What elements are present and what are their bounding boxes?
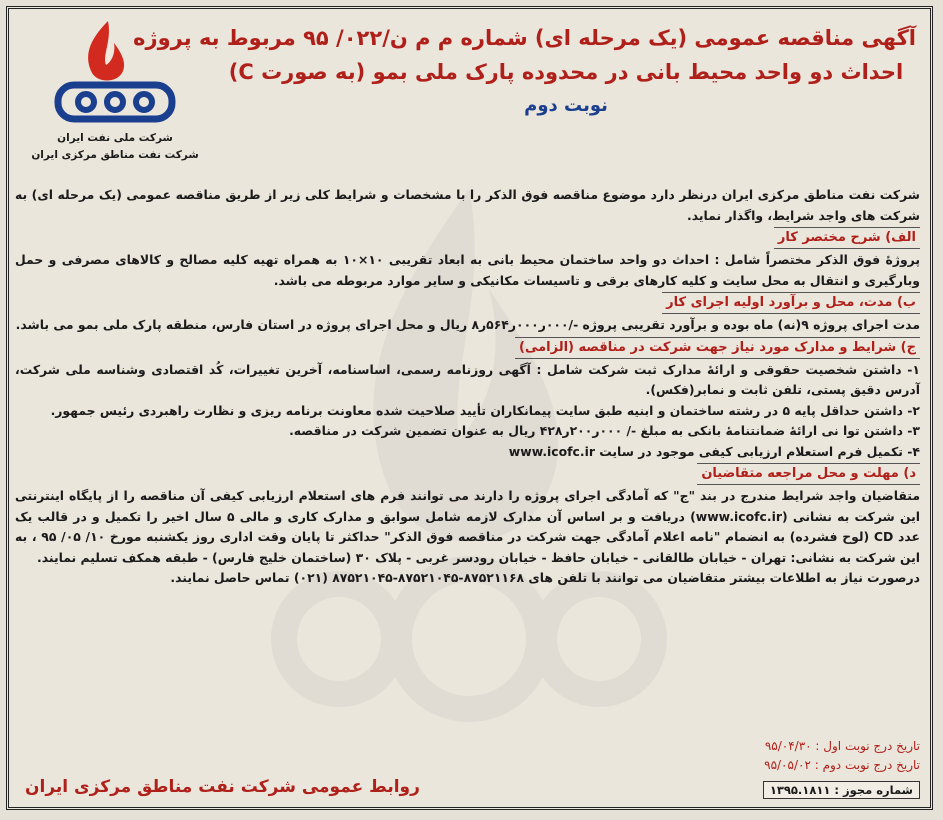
header	[6, 9, 930, 187]
section-c-item-1: ۱- داشتن شخصیت حقوقی و ارائهٔ مدارک ثبت شرکت شامل : آگهی روزنامه رسمی، اساسنامه، آخرین تغییرات، کُد اقتصادی وشناسه ملی شرکت، آدرس دقیق پستی، تلفن ثابت و نمابر(فکس).	[15, 361, 920, 397]
section-c-item-3: ۳- داشتن توا نی ارائهٔ ضمانتنامهٔ بانکی به مبلغ -/ ۰۰۰ر۲۰۰ر۴۲۸ ریال به عنوان تضمین شرکت در مناقصه.	[289, 423, 920, 438]
intro-paragraph: شرکت نفت مناطق مرکزی ایران درنظر دارد موضوع مناقصه فوق الذکر را با مشخصات و شرایط کلی زیر از طریق مناقصه عمومی (یک مرحله ای) به شرکت های واجد شرایط، واگذار نماید.	[15, 187, 920, 223]
title-block	[133, 21, 916, 116]
notice-title-line-2: احداث دو واحد محیط بانی در محدوده پارک ملی بمو (به صورت C)	[228, 60, 904, 84]
publication-dates	[764, 737, 920, 775]
public-relations-signature: روابط عمومی شرکت نفت مناطق مرکزی ایران	[25, 777, 420, 797]
first-publication-date: تاریخ درج نوبت اول : ۹۵/۰۴/۳۰	[764, 739, 920, 753]
logo-caption-company: شرکت ملی نفت ایران	[57, 132, 173, 144]
second-publication-date: تاریخ درج نوبت دوم : ۹۵/۰۵/۰۲	[764, 758, 920, 772]
notice-title-line-1: آگهی مناقصه عمومی (یک مرحله ای) شماره م م ن/۰۲۲/ ۹۵ مربوط به پروژه	[133, 26, 916, 50]
logo-caption-region: شرکت نفت مناطق مرکزی ایران	[31, 149, 199, 161]
section-c-item-2: ۲- داشتن حداقل پایه ۵ در رشته ساختمان و ابنیه طبق سایت پیمانکاران تأیید صلاحیت شده معاونت برنامه ریزی و نظارت راهبردی رئیس جمهور.	[50, 402, 920, 418]
notice-body	[15, 185, 920, 589]
section-b-heading: ب) مدت، محل و برآورد اولیه اجرای کار	[662, 292, 920, 314]
footer	[19, 739, 920, 801]
tender-notice	[6, 6, 933, 810]
permit-number: شماره مجوز : ۱۳۹۵.۱۸۱۱	[763, 781, 920, 799]
contact-paragraph: درصورت نیاز به اطلاعات بیشتر متقاضیان می توانند با تلفن های ۸۷۵۲۱۱۶۸-۸۷۵۲۱۰۴۵-۸۷۵۲۱۰۴۵ (۰۲۱) تماس حاصل نمایند.	[170, 570, 920, 585]
section-d-body: متقاضیان واجد شرایط مندرج در بند "ج" که آمادگی اجرای پروژه را دارند می توانند فرم های استعلام ارزیابی کیفی آن مناقصه را از پایگاه اینترنتی این شرکت به نشانی (www.icofc.ir) دریافت و بر اساس آن مدارک لازمه شامل سوابق و مدارک کاری و مالی ۵ سال اخیر را تکمیل و در قالب یک عدد CD (لوح فشرده) به انضمام "نامه اعلام آمادگی جهت شرکت در مناقصه فوق الذکر" حداکثر تا پایان وقت اداری روز یکشنبه مورخ ۱۰/ ۰۵/ ۹۵ ، به این شرکت به نشانی: تهران - خیابان طالقانی - خیابان حافظ - خیابان رودسر غربی - پلاک ۳۰ (ساختمان خلیج فارس) - طبقه همکف تسلیم نمایند.	[15, 488, 921, 565]
section-d-heading: د) مهلت و محل مراجعه متقاضیان	[697, 463, 920, 485]
section-c-item-4: ۴- تکمیل فرم استعلام ارزیابی کیفی موجود در سایت www.icofc.ir	[508, 443, 920, 459]
section-a-body: پروژهٔ فوق الذکر مختصراً شامل : احداث دو واحد ساختمان محیط بانی به ابعاد تقریبی ۱۰×۱۰ به همراه تهیه کلیه مصالح و کالاهای مصرفی و حمل وبارگیری و انتقال به محل سایت و کلیه کارهای برقی و تاسیسات مکانیکی و سایر موارد مربوطه می باشد.	[15, 252, 921, 288]
section-a-heading: الف) شرح مختصر کار	[774, 227, 920, 249]
section-c-heading: ج) شرایط و مدارک مورد نیاز جهت شرکت در مناقصه (الزامی)	[515, 337, 920, 359]
section-b-body: مدت اجرای پروژه ۹(نه) ماه بوده و برآورد تقریبی پروژه -/۰۰۰ر۰۰۰ر۵۶۴ر۸ ریال و محل اجرای پروژه در استان فارس، منطقه پارک ملی بمو می باشد.	[15, 317, 920, 332]
notice-round: نوبت دوم	[524, 95, 608, 116]
